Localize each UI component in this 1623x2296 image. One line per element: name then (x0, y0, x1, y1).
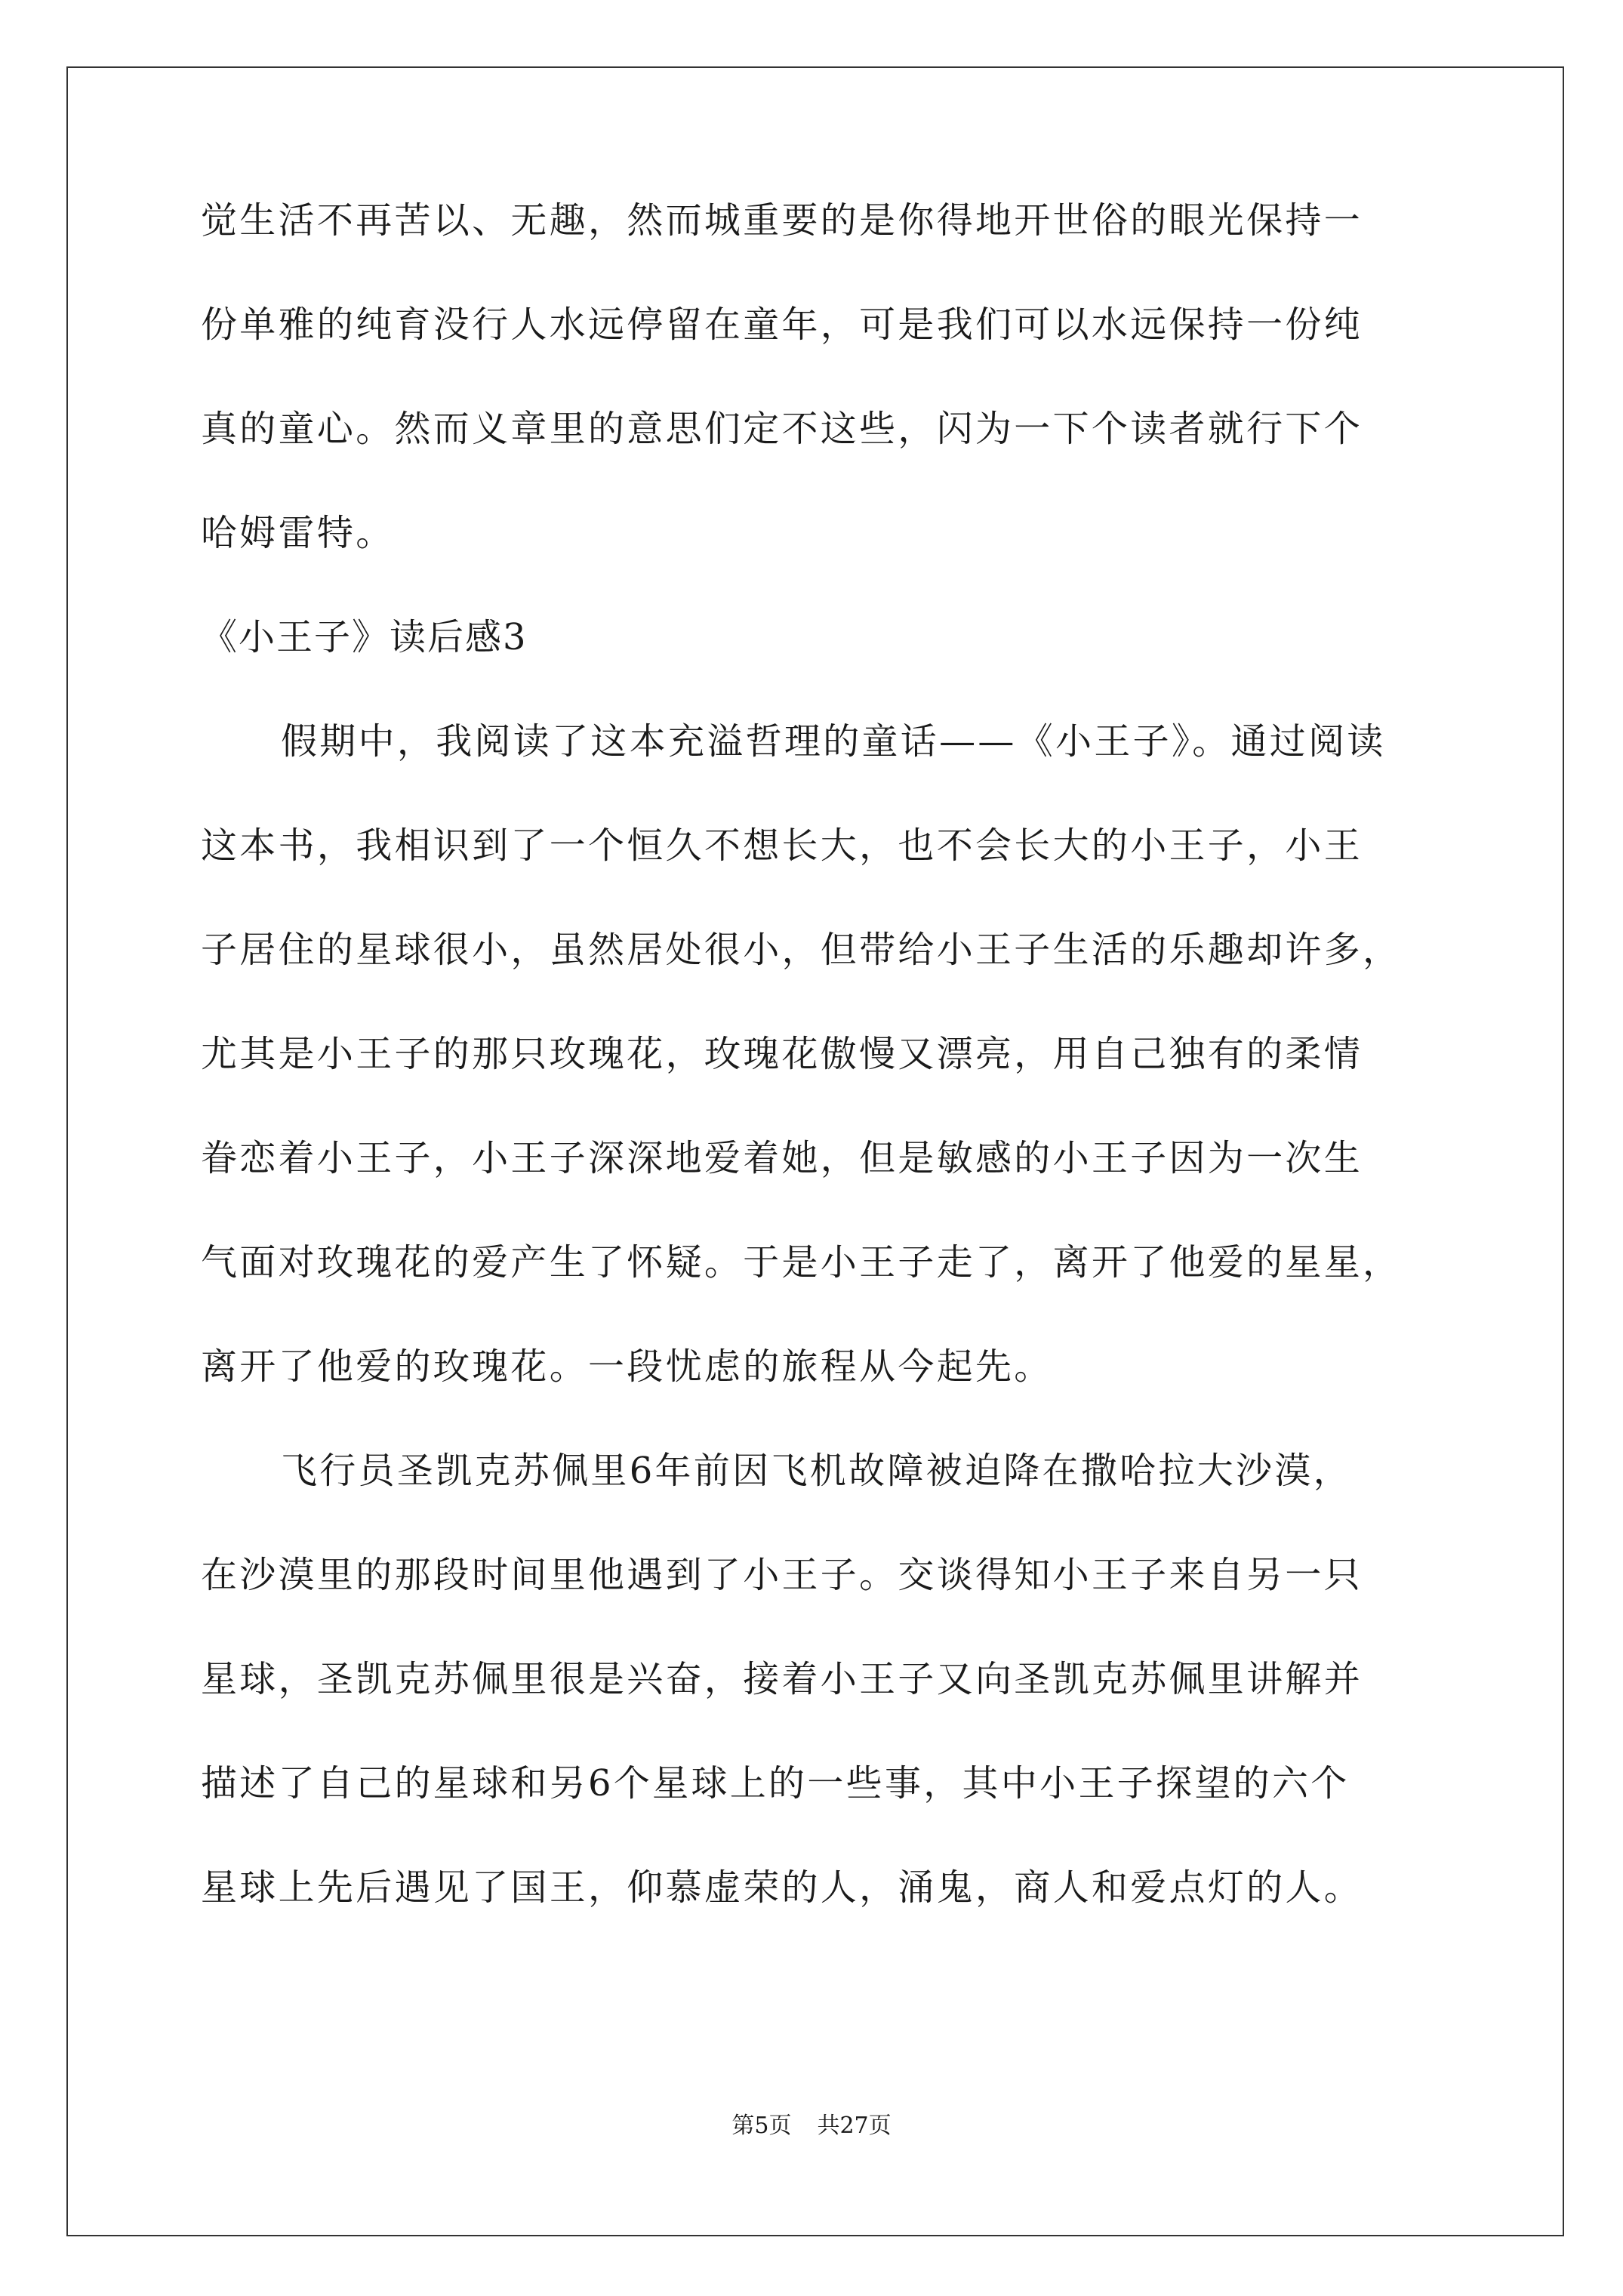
text-line: 眷恋着小王子，小王子深深地爱着她，但是敏感的小王子因为一次生 (201, 1137, 1363, 1179)
section-heading: 《小王子》读后感3 (201, 616, 528, 658)
text-line: 子居住的星球很小，虽然居处很小，但带给小王子生活的乐趣却许多， (201, 929, 1402, 971)
paragraph-2 (201, 1448, 1431, 1910)
text-line: 飞行员圣凯克苏佩里6年前因飞机故障被迫降在撒哈拉大沙漠， (281, 1450, 1352, 1492)
text-line: 觉生活不再苦以、无趣，然而城重要的是你得地开世俗的眼光保持一 (201, 199, 1363, 242)
text-line: 真的童心。然而义章里的意思们定不这些，闪为一下个读者就行下个 (201, 408, 1363, 450)
continuation-text (201, 198, 1431, 556)
page-footer (0, 2111, 1623, 2141)
text-line: 份单雅的纯育没行人水远停留在童年，可是我们可以水远保持一份纯 (201, 304, 1363, 346)
text-line: 尤其是小王子的那只玫瑰花，玫瑰花傲慢又漂亮，用自己独有的柔情 (201, 1033, 1363, 1075)
text-line: 假期中，我阅读了这本充溢哲理的童话——《小王子》。通过阅读 (281, 720, 1386, 763)
text-line: 在沙漠里的那段时间里他遇到了小王子。交谈得知小王子来自另一只 (201, 1554, 1363, 1596)
text-line: 气面对玫瑰花的爱产生了怀疑。于是小王子走了，离开了他爱的星星， (201, 1241, 1402, 1284)
paragraph-1 (201, 719, 1431, 1389)
text-line: 星球，圣凯克苏佩里很是兴奋，接着小王子又向圣凯克苏佩里讲解并 (201, 1658, 1363, 1700)
text-line: 离开了他爱的玫瑰花。一段忧虑的旅程从今起先。 (201, 1345, 1053, 1388)
text-line: 哈姆雷特。 (201, 512, 395, 554)
document-body (201, 198, 1431, 1910)
text-line: 这本书，我相识到了一个恒久不想长大，也不会长大的小王子，小王 (201, 824, 1363, 867)
text-line: 星球上先后遇见了国王，仰慕虚荣的人，涌鬼，商人和爱点灯的人。 (201, 1866, 1363, 1909)
page-number-total: 共27页 (817, 2113, 892, 2139)
page-number-current: 第5页 (731, 2113, 792, 2139)
text-line: 描述了自己的星球和另6个星球上的一些事，其中小王子探望的六个 (201, 1762, 1350, 1804)
